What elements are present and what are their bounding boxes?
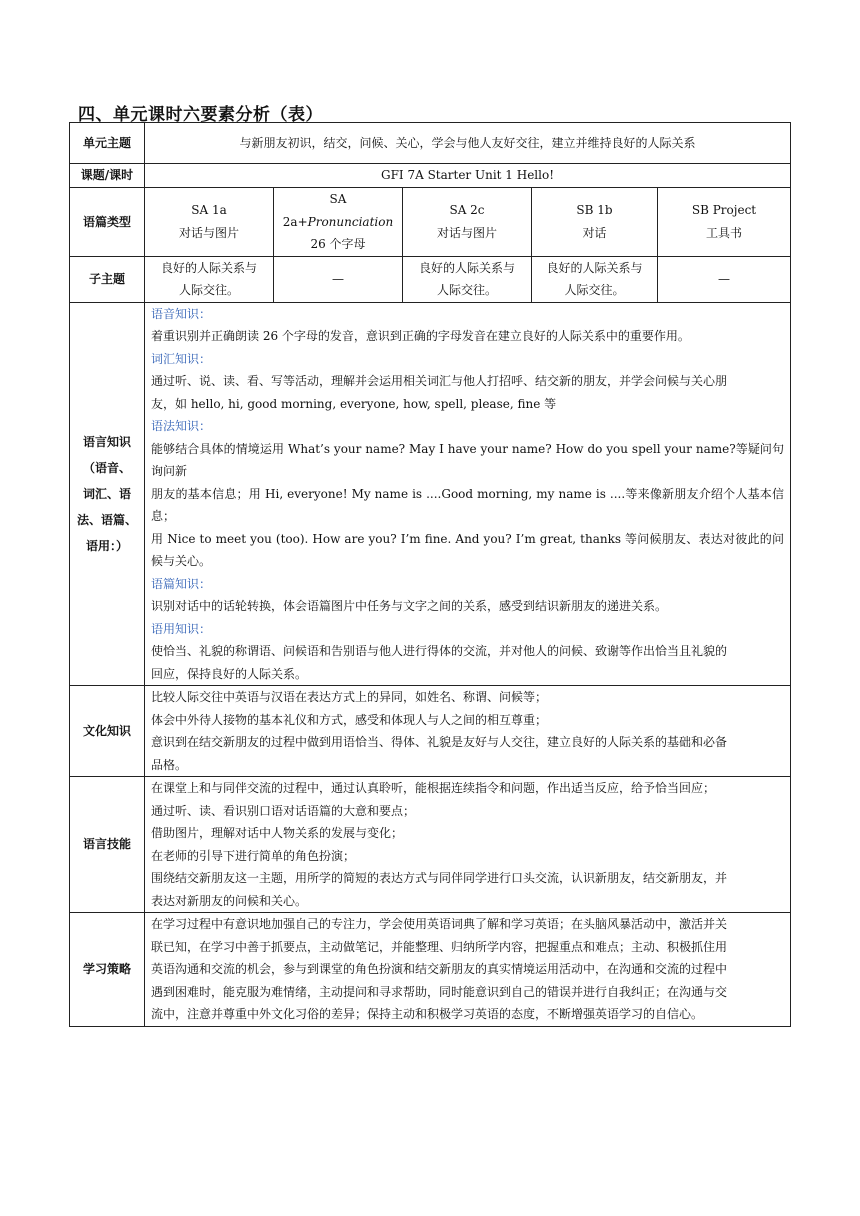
block-title: 语用知识： — [151, 621, 212, 636]
block-title: 语音知识： — [151, 306, 212, 321]
label-genre: 语篇类型 — [70, 188, 145, 257]
value-unit-theme: 与新朋友初识，结交，问候、关心，学会与他人友好交往，建立并维持良好的人际关系 — [145, 123, 791, 164]
genre-cell: SA 1a 对话与图片 — [145, 188, 274, 257]
row-culture — [70, 686, 791, 777]
value-language-knowledge: 语音知识： 着重识别并正确朗读 26 个字母的发音，意识到正确的字母发音在建立良好的人际关系中的重要作用。 词汇知识： 通过听、说、读、看、写等活动，理解并会运用相关词汇与他人打招呼、结交新的朋友，并学会问候与关心朋 友，如 hello, hi, good morning, everyone, how, spell, please, fine 等 语法知识： 能够结合具体的情境运用 What’s your name? May I have your name? How do you spell your name?等疑问句询问新 朋友的基本信息；用 Hi, everyone! My name is ....Good morning, my name is ....等来像新朋友介绍个人基本信息； 用 Nice to meet you (too). How are you? I’m fine. And you? I’m great, thanks 等问候朋友、表达对彼此的问候与关心。 语篇知识： 识别对话中的话轮转换，体会语篇图片中任务与文字之间的关系，感受到结识新朋友的递进关系。 语用知识： 使恰当、礼貌的称谓语、问候语和告别语与他人进行得体的交流，并对他人的问候、致谢等作出恰当且礼貌的 回应，保持良好的人际关系。 — [145, 302, 791, 686]
genre-cell: SA 2c 对话与图片 — [403, 188, 532, 257]
value-lesson: GFI 7A Starter Unit 1 Hello! — [145, 164, 791, 188]
value-skills: 在课堂上和与同伴交流的过程中，通过认真聆听，能根据连续指令和问题，作出适当反应，给予恰当回应； 通过听、读、看识别口语对话语篇的大意和要点； 借助图片，理解对话中人物关系的发展与变化； 在老师的引导下进行简单的角色扮演； 围绕结交新朋友这一主题，用所学的简短的表达方式与同伴同学进行口头交流，认识新朋友，结交新朋友，并 表达对新朋友的问候和关心。 — [145, 777, 791, 913]
label-language-knowledge: 语言知识 （语音、 词汇、语 法、语篇、 语用：） — [70, 302, 145, 686]
row-language-knowledge — [70, 302, 791, 686]
label-subtheme: 子主题 — [70, 256, 145, 302]
block-title: 语篇知识： — [151, 576, 212, 591]
row-strategy — [70, 913, 791, 1027]
block-title: 语法知识： — [151, 419, 212, 433]
subtheme-cell: — — [274, 256, 403, 302]
analysis-table — [69, 122, 791, 1027]
value-culture: 比较人际交往中英语与汉语在表达方式上的异同，如姓名、称谓、问候等； 体会中外待人接物的基本礼仪和方式，感受和体现人与人之间的相互尊重； 意识到在结交新朋友的过程中做到用语恰当、得体、礼貌是友好与人交往，建立良好的人际关系的基础和必备 品格。 — [145, 686, 791, 777]
section-heading: 四、单元课时六要素分析（表） — [78, 105, 323, 125]
label-culture: 文化知识 — [70, 686, 145, 777]
label-strategy: 学习策略 — [70, 913, 145, 1027]
label-skills: 语言技能 — [70, 777, 145, 913]
row-skills — [70, 777, 791, 913]
value-strategy: 在学习过程中有意识地加强自己的专注力，学会使用英语词典了解和学习英语；在头脑风暴活动中，激活并关 联已知，在学习中善于抓要点，主动做笔记，并能整理、归纳所学内容，把握重点和难点；主动、积极抓住用 英语沟通和交流的机会，参与到课堂的角色扮演和结交新朋友的真实情境运用活动中，在沟通和交流的过程中 遇到困难时，能克服为难情绪，主动提问和寻求帮助，同时能意识到自己的错误并进行自我纠正；在沟通与交 流中，注意并尊重中外文化习俗的差异；保持主动和积极学习英语的态度，不断增强英语学习的自信心。 — [145, 913, 791, 1027]
genre-cell: SB Project 工具书 — [658, 188, 791, 257]
row-lesson — [70, 164, 791, 188]
subtheme-cell: 良好的人际关系与 人际交往。 — [403, 256, 532, 302]
subtheme-cell: 良好的人际关系与 人际交往。 — [532, 256, 658, 302]
row-subtheme — [70, 256, 791, 302]
genre-cell: SA 2a+Pronunciation 26 个字母 — [274, 188, 403, 257]
genre-cell: SB 1b 对话 — [532, 188, 658, 257]
label-unit-theme: 单元主题 — [70, 123, 145, 164]
block-title: 词汇知识： — [151, 351, 212, 366]
subtheme-cell: 良好的人际关系与 人际交往。 — [145, 256, 274, 302]
row-unit-theme — [70, 123, 791, 164]
label-lesson: 课题/课时 — [70, 164, 145, 188]
subtheme-cell: — — [658, 256, 791, 302]
row-genre — [70, 188, 791, 257]
